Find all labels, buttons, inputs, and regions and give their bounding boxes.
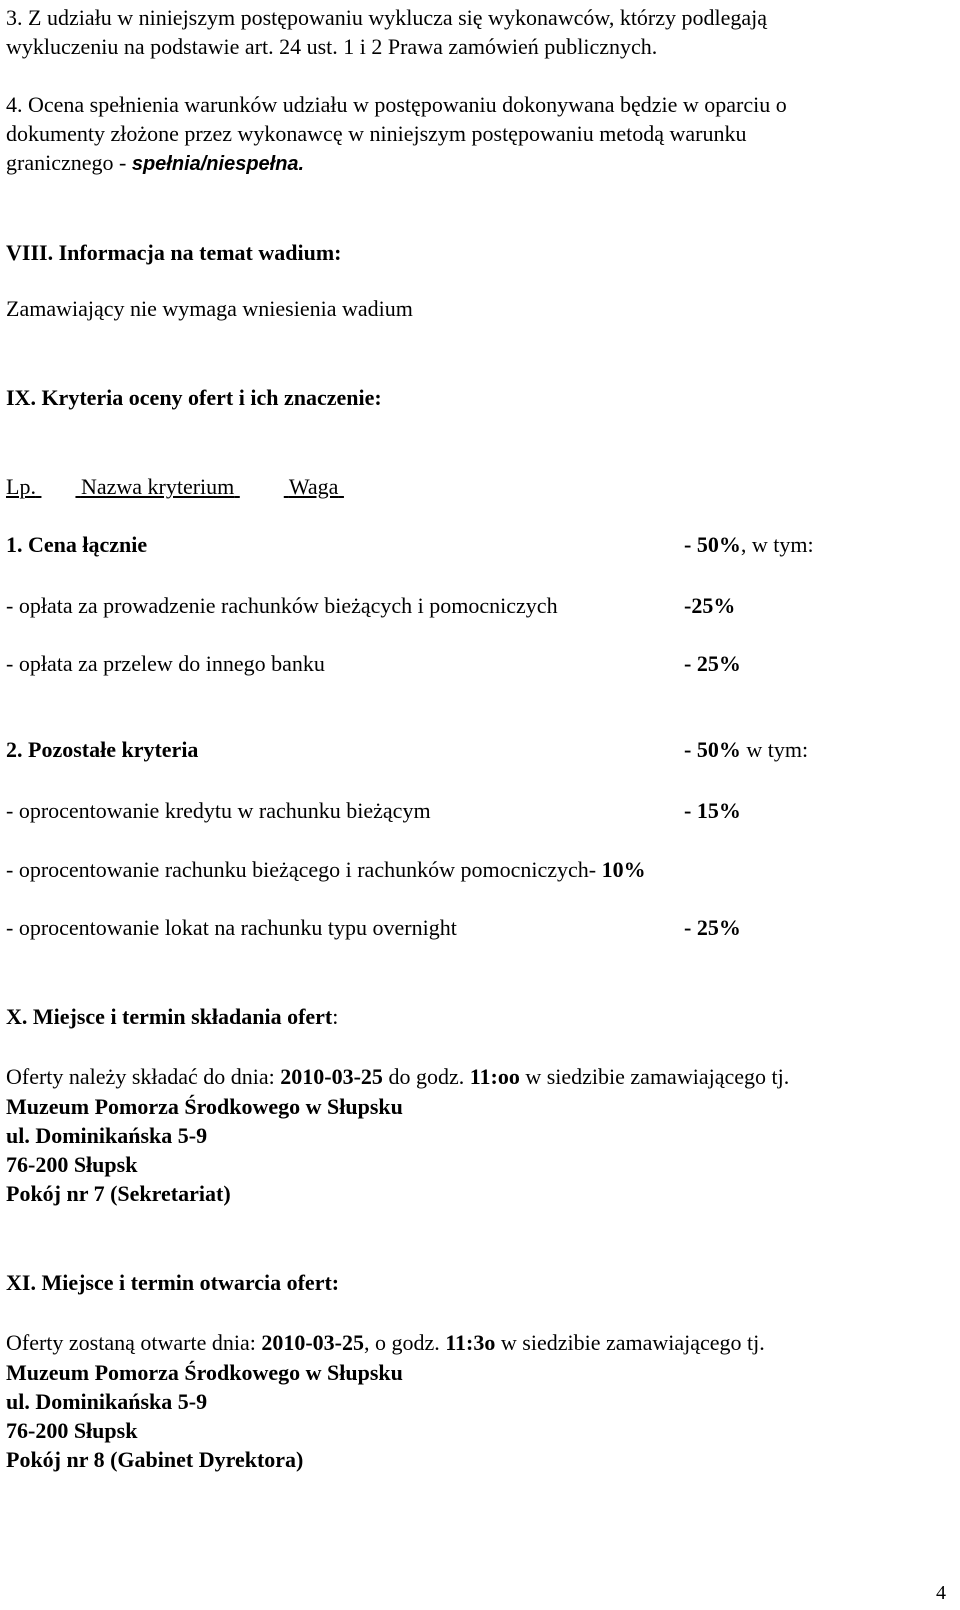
- paragraph-3-line-2: wykluczeniu na podstawie art. 24 ust. 1 i 2 Prawa zamówień publicznych.: [6, 34, 658, 59]
- criterion-1-sub-2-weight: - 25%: [684, 651, 741, 676]
- criterion-1-subrow: [6, 591, 950, 621]
- section-xi-heading: XI. Miejsce i termin otwarcia ofert:: [6, 1270, 340, 1295]
- criterion-2-sub-2-weight: 10%: [601, 857, 646, 882]
- submission-address-3: 76-200 Słupsk: [6, 1152, 138, 1177]
- submission-text: Oferty należy składać do dnia:: [6, 1064, 281, 1089]
- page-number: 4: [936, 1582, 946, 1604]
- criteria-table-header: [6, 472, 366, 502]
- section-viii-text: Zamawiający nie wymaga wniesienia wadium: [6, 296, 413, 321]
- paragraph-4-line-3: [6, 148, 304, 179]
- opening-text: Oferty zostaną otwarte dnia:: [6, 1330, 262, 1355]
- section-viii-heading: VIII. Informacja na temat wadium:: [6, 240, 342, 265]
- paragraph-4-line-2: dokumenty złożone przez wykonawcę w niniejszym postępowaniu metodą warunku: [6, 121, 747, 146]
- submission-deadline: [6, 1062, 789, 1092]
- criterion-1-subrow: [6, 649, 950, 679]
- opening-address-4: Pokój nr 8 (Gabinet Dyrektora): [6, 1447, 304, 1472]
- criterion-2-label: 2. Pozostałe kryteria: [6, 737, 199, 762]
- criterion-2-subrow: [6, 855, 950, 885]
- criterion-1-sub-1-label: - opłata za prowadzenie rachunków bieżących i pomocniczych: [6, 593, 558, 618]
- submission-address-1: Muzeum Pomorza Środkowego w Słupsku: [6, 1094, 403, 1119]
- header-weight: Waga: [288, 474, 339, 499]
- paragraph-4-line-1: 4. Ocena spełnienia warunków udziału w postępowaniu dokonywana będzie w oparciu o: [6, 92, 787, 117]
- submission-text-2: do godz.: [382, 1064, 470, 1089]
- criterion-2-sub-2-label: - oprocentowanie rachunku bieżącego i rachunków pomocniczych-: [6, 857, 602, 882]
- criterion-2-subrow: [6, 796, 950, 826]
- criterion-2-tail: w tym:: [740, 737, 809, 762]
- submission-text-3: w siedzibie zamawiającego tj.: [519, 1064, 790, 1089]
- criterion-2-sub-1-weight: - 15%: [684, 798, 741, 823]
- submission-address-2: ul. Dominikańska 5-9: [6, 1123, 208, 1148]
- opening-address-2: ul. Dominikańska 5-9: [6, 1389, 208, 1414]
- section-x-heading: [6, 1002, 338, 1032]
- opening-text-3: w siedzibie zamawiającego tj.: [495, 1330, 765, 1355]
- header-criterion-name: Nazwa kryterium: [80, 474, 235, 499]
- section-x-colon: :: [332, 1004, 339, 1029]
- submission-address-4: Pokój nr 7 (Sekretariat): [6, 1181, 231, 1206]
- criterion-2-weight: - 50%: [684, 737, 741, 762]
- submission-time: 11:oo: [469, 1064, 520, 1089]
- criterion-2-subrow: [6, 913, 950, 943]
- criterion-1-row: [6, 530, 950, 560]
- criterion-2-row: [6, 735, 950, 765]
- criterion-1-sub-1-weight: -25%: [684, 593, 736, 618]
- paragraph-3-line-1: 3. Z udziału w niniejszym postępowaniu wyklucza się wykonawców, którzy podlegają: [6, 5, 768, 30]
- opening-address-1: Muzeum Pomorza Środkowego w Słupsku: [6, 1360, 403, 1385]
- document-page: [6, 0, 950, 1610]
- criterion-2-sub-3-label: - oprocentowanie lokat na rachunku typu overnight: [6, 915, 457, 940]
- criterion-1-weight-cell: [684, 530, 814, 560]
- criterion-1-label: 1. Cena łącznie: [6, 532, 148, 557]
- opening-date-value: 2010-03-25: [261, 1330, 364, 1355]
- opening-date: [6, 1328, 765, 1358]
- section-x-title: X. Miejsce i termin składania ofert: [6, 1004, 333, 1029]
- opening-address-3: 76-200 Słupsk: [6, 1418, 138, 1443]
- section-ix-heading: IX. Kryteria oceny ofert i ich znaczenie:: [6, 385, 382, 410]
- criterion-1-weight: - 50%: [684, 532, 741, 557]
- opening-text-2: , o godz.: [364, 1330, 446, 1355]
- criterion-2-sub-3-weight: - 25%: [684, 915, 741, 940]
- criterion-1-tail: , w tym:: [740, 532, 814, 557]
- opening-time: 11:3o: [445, 1330, 496, 1355]
- criterion-2-weight-cell: [684, 735, 808, 765]
- criterion-2-sub-1-label: - oprocentowanie kredytu w rachunku bieżącym: [6, 798, 431, 823]
- condition-method: spełnia/niespełna.: [131, 153, 305, 175]
- header-lp: Lp.: [6, 474, 36, 499]
- criterion-1-sub-2-label: - opłata za przelew do innego banku: [6, 651, 325, 676]
- paragraph-4-text: granicznego -: [6, 150, 132, 175]
- submission-date: 2010-03-25: [280, 1064, 383, 1089]
